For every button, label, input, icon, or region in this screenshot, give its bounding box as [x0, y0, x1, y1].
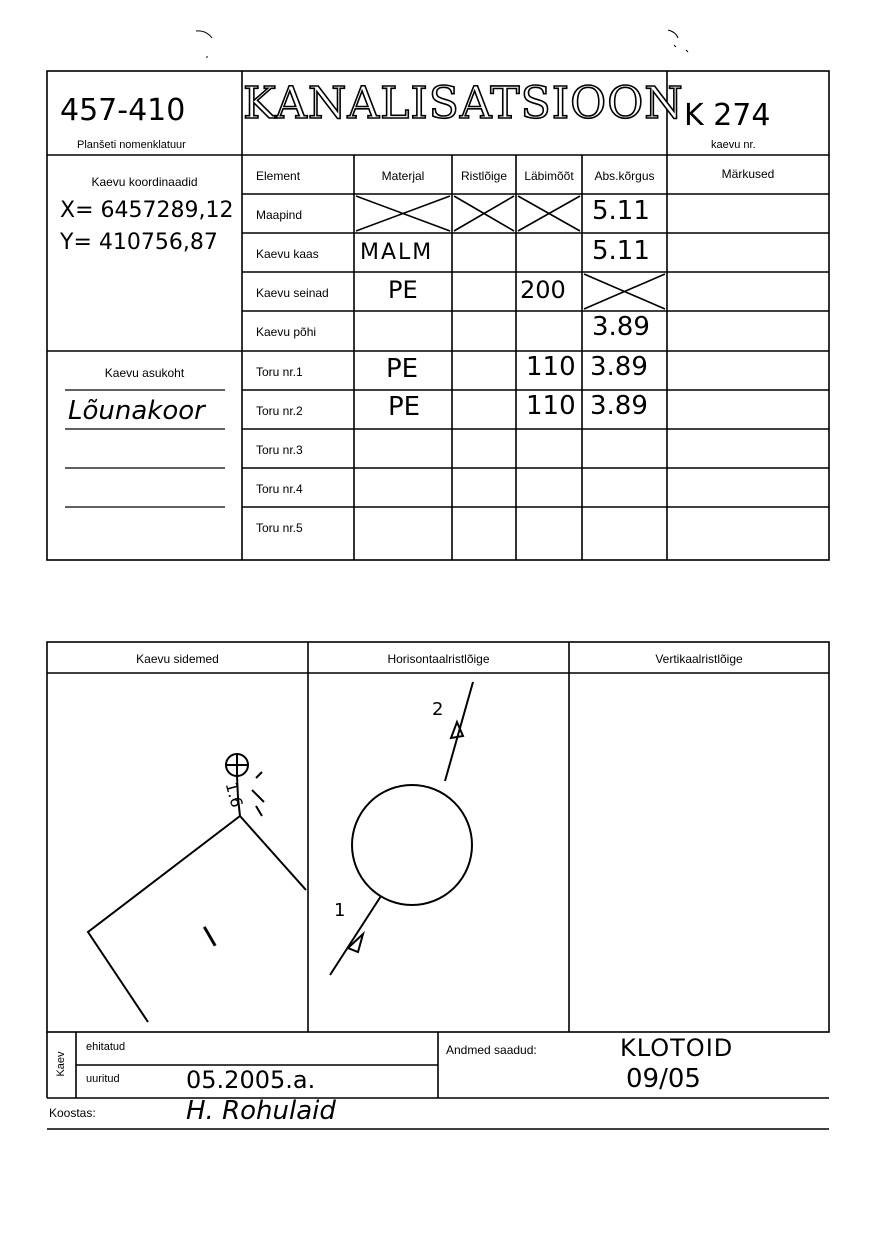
table-cell-material: PE [388, 392, 421, 422]
table-cell-elevation: 3.89 [590, 391, 648, 421]
column-header-material: Materjal [381, 169, 425, 183]
column-header-element: Element [256, 169, 301, 183]
built-label: ehitatud [86, 1041, 126, 1053]
well-number-label: kaevu nr. [711, 139, 756, 151]
sketch-header-horizontal: Horisontaalristlõige [387, 652, 490, 666]
table-cell-elevation: 5.11 [592, 236, 650, 266]
table-row-element: Kaevu põhi [256, 325, 317, 339]
column-header-diameter: Läbimõõt [524, 169, 574, 183]
table-cell-elevation: 3.89 [590, 352, 648, 382]
author-value: H. Rohulaid [186, 1096, 336, 1126]
table-cell-diameter: 110 [526, 391, 576, 421]
table-cell-material: PE [386, 354, 419, 384]
nomenclature-label: Planšeti nomenklatuur [77, 139, 186, 151]
table-row-element: Kaevu seinad [256, 286, 329, 300]
data-source-label: Andmed saadud: [446, 1043, 537, 1057]
surveyed-value: 05.2005.a. [186, 1066, 316, 1094]
pipe-label-bottom: 1 [334, 900, 346, 921]
ties-distance: 1.6 [221, 780, 247, 810]
nomenclature-value: 457-410 [60, 93, 186, 128]
horizontal-section-sketch [330, 682, 473, 975]
well-number-value: K 274 [684, 98, 771, 133]
table-row-element: Toru nr.3 [256, 443, 303, 457]
location-value: Lõunakoor [68, 396, 205, 426]
scan-marks [196, 30, 688, 57]
table-cell-material: MALM [360, 240, 434, 265]
ties-sketch [88, 754, 306, 1022]
table-cell-elevation: 3.89 [592, 312, 650, 342]
table-row-element: Toru nr.5 [256, 521, 303, 535]
table-row-element: Toru nr.1 [256, 365, 303, 379]
table-row-element: Maapind [256, 208, 303, 222]
author-label: Koostas: [49, 1106, 96, 1120]
column-header-remarks: Märkused [721, 167, 775, 181]
ties-area-label: I [197, 920, 224, 955]
table-cell-elevation: 5.11 [592, 196, 650, 226]
table-row-element: Kaevu kaas [256, 247, 319, 261]
column-header-cross-section: Ristlõige [460, 169, 508, 183]
pipe-label-top: 2 [432, 699, 444, 720]
page-title: KANALISATSIOON [243, 78, 684, 129]
data-source-date: 09/05 [626, 1064, 701, 1094]
coordinate-y: Y= 410756,87 [60, 230, 218, 255]
table-cell-material: PE [388, 276, 418, 304]
sketch-header-vertical: Vertikaalristlõige [655, 652, 743, 666]
table-row-element: Toru nr.4 [256, 482, 303, 496]
table-cell-diameter: 200 [520, 276, 566, 304]
data-source-value: KLOTOID [620, 1034, 734, 1062]
table-cell-diameter: 110 [526, 352, 576, 382]
location-label: Kaevu asukoht [104, 366, 185, 380]
coordinates-label: Kaevu koordinaadid [91, 175, 198, 189]
surveyed-label: uuritud [86, 1073, 120, 1085]
column-header-elevation: Abs.kõrgus [594, 169, 655, 183]
table-row-element: Toru nr.2 [256, 404, 303, 418]
sketch-header-ties: Kaevu sidemed [136, 652, 219, 666]
side-label: Kaev [55, 1051, 67, 1077]
coordinate-x: X= 6457289,12 [60, 198, 234, 223]
